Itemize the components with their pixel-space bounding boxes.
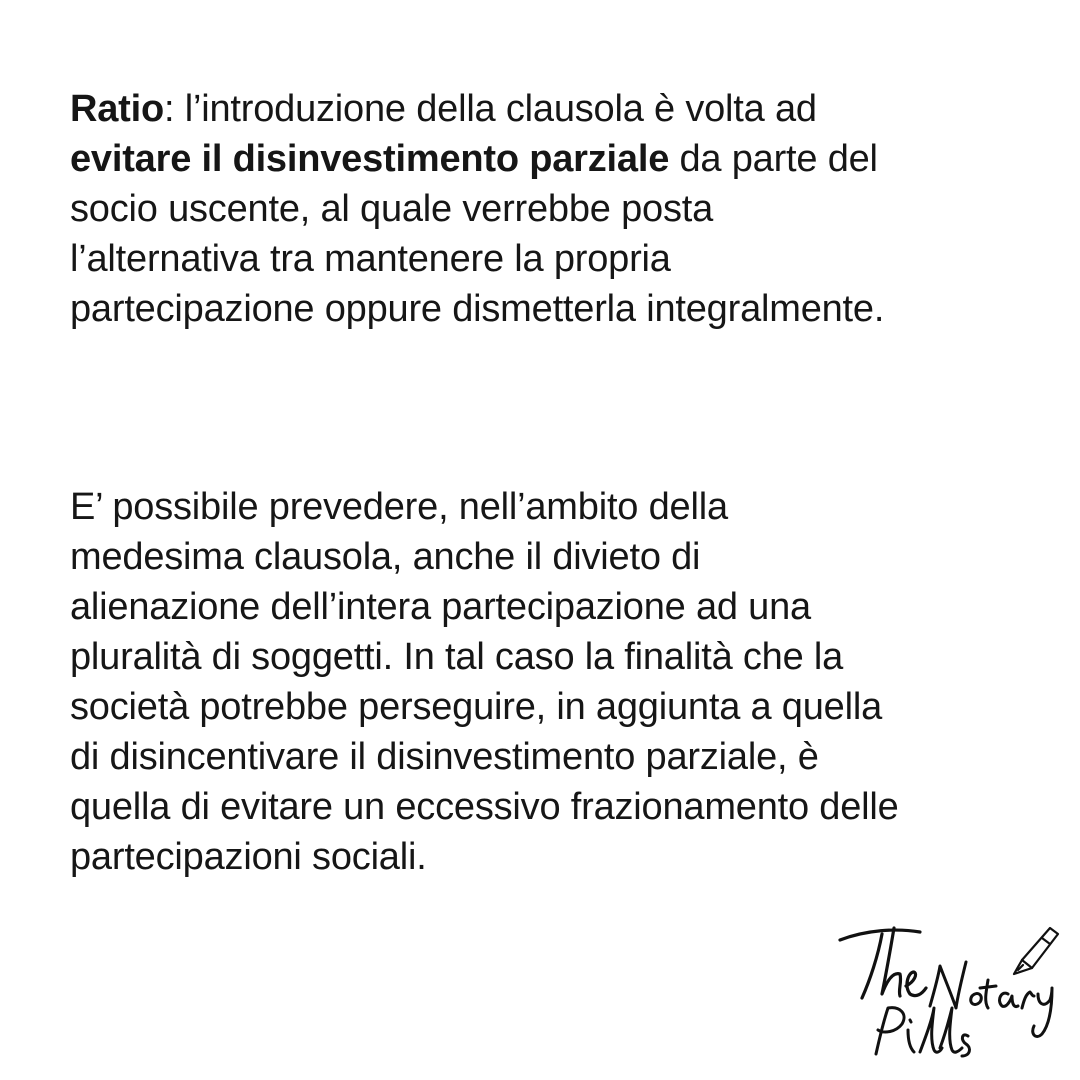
divieto-line: di disincentivare il disinvestimento parziale, è [70,736,819,778]
ratio-line-3: socio uscente, al quale verrebbe posta [70,188,714,230]
ratio-emphasis: evitare il disinvestimento parziale [70,138,670,180]
ratio-line-4: l’alternativa tra mantenere la propria [70,238,671,280]
ratio-label: Ratio [70,88,165,130]
ratio-line-1-text: : l’introduzione della clausola è volta ad [164,88,817,130]
logo-word-pills [876,1008,969,1056]
logo-artwork [836,916,1066,1066]
fountain-pen-icon [1014,928,1058,974]
ratio-line-2 [70,134,1050,184]
divieto-line: quella di evitare un eccessivo frazionamento delle [70,786,899,828]
the-notary-pills-logo [836,916,1066,1066]
divieto-line: E’ possibile prevedere, nell’ambito della [70,486,728,528]
ratio-line-2-text: da parte del [669,138,878,180]
divieto-paragraph [70,482,1050,882]
logo-word-the [840,928,926,998]
divieto-line: società potrebbe perseguire, in aggiunta a quella [70,686,883,728]
divieto-line: alienazione dell’intera partecipazione ad una [70,586,811,628]
divieto-line: medesima clausola, anche il divieto di [70,536,701,578]
divieto-line: pluralità di soggetti. In tal caso la finalità che la [70,636,844,678]
ratio-line-1 [70,84,1050,134]
ratio-paragraph [70,84,1050,334]
ratio-line-5: partecipazione oppure dismetterla integralmente. [70,288,885,330]
divieto-line: partecipazioni sociali. [70,836,427,878]
